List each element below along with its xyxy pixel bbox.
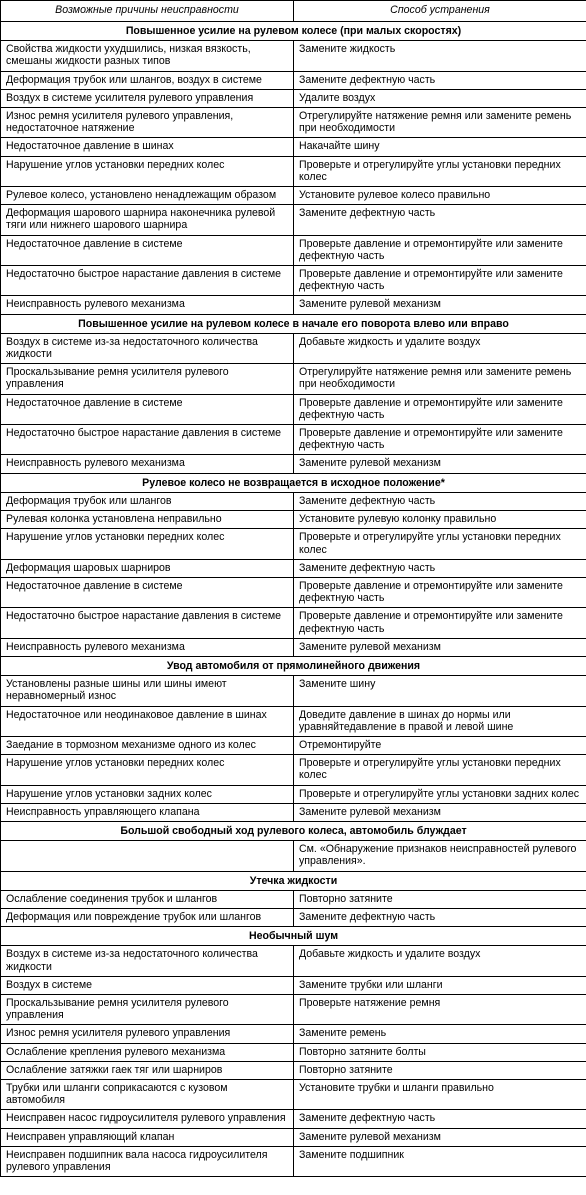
table-row (1, 296, 586, 314)
table-row (1, 785, 586, 803)
table-row (1, 1110, 586, 1128)
cause-cell: Рулевая колонка установлена неправильно (1, 511, 294, 529)
cause-cell: Ослабление затяжки гаек тяг или шарниров (1, 1061, 294, 1079)
remedy-cell: Проверьте давление и отремонтируйте или замените дефектную часть (294, 608, 586, 638)
cause-cell: Нарушение углов установки передних колес (1, 755, 294, 785)
table-row (1, 577, 586, 607)
section-header-row (1, 473, 586, 492)
remedy-cell: Проверьте натяжение ремня (294, 994, 586, 1024)
section-title: Повышенное усилие на рулевом колесе (при малых скоростях) (1, 22, 586, 41)
cause-cell: Неисправность управляющего клапана (1, 803, 294, 821)
section-title: Рулевое колесо не возвращается в исходное положение* (1, 473, 586, 492)
remedy-cell: Проверьте давление и отремонтируйте или замените дефектную часть (294, 394, 586, 424)
remedy-cell: Проверьте давление и отремонтируйте или замените дефектную часть (294, 235, 586, 265)
remedy-cell: Замените рулевой механизм (294, 638, 586, 656)
cause-cell: Воздух в системе (1, 976, 294, 994)
cause-cell: Неисправен насос гидроусилителя рулевого управления (1, 1110, 294, 1128)
table-body (1, 22, 586, 1177)
remedy-cell: Замените подшипник (294, 1146, 586, 1176)
cause-cell: Недостаточное давление в системе (1, 235, 294, 265)
table-row (1, 425, 586, 455)
table-row (1, 676, 586, 706)
remedy-cell: Добавьте жидкость и удалите воздух (294, 946, 586, 976)
table-row (1, 138, 586, 156)
table-row (1, 976, 586, 994)
section-header-row (1, 656, 586, 675)
cause-cell: Недостаточно быстрое нарастание давления в системе (1, 608, 294, 638)
remedy-cell: Повторно затяните (294, 1061, 586, 1079)
section-title: Большой свободный ход рулевого колеса, автомобиль блуждает (1, 821, 586, 840)
cause-cell: Свойства жидкости ухудшились, низкая вязкость, смешаны жидкости разных типов (1, 41, 294, 71)
cause-cell: Ослабление крепления рулевого механизма (1, 1043, 294, 1061)
remedy-cell: Установите рулевое колесо правильно (294, 187, 586, 205)
table-row (1, 1043, 586, 1061)
remedy-cell: Проверьте давление и отремонтируйте или замените дефектную часть (294, 266, 586, 296)
table-row (1, 559, 586, 577)
remedy-cell: Замените дефектную часть (294, 559, 586, 577)
cause-cell: Неисправность рулевого механизма (1, 638, 294, 656)
cause-cell: Износ ремня усилителя рулевого управления, недостаточное натяжение (1, 108, 294, 138)
cause-cell: Неисправность рулевого механизма (1, 455, 294, 473)
remedy-cell: Замените дефектную часть (294, 205, 586, 235)
cause-cell: Деформация трубок или шлангов, воздух в системе (1, 71, 294, 89)
table-row (1, 394, 586, 424)
remedy-cell: Проверьте давление и отремонтируйте или замените дефектную часть (294, 425, 586, 455)
remedy-cell: Удалите воздух (294, 89, 586, 107)
section-title: Увод автомобиля от прямолинейного движения (1, 656, 586, 675)
table-row (1, 803, 586, 821)
remedy-cell: Отрегулируйте натяжение ремня или замените ремень при необходимости (294, 364, 586, 394)
remedy-cell: Замените рулевой механизм (294, 296, 586, 314)
cause-cell: Недостаточное давление в системе (1, 577, 294, 607)
table-row (1, 266, 586, 296)
table-row (1, 608, 586, 638)
cause-cell: Нарушение углов установки передних колес (1, 529, 294, 559)
table-row (1, 890, 586, 908)
cause-cell: Рулевое колесо, установлено ненадлежащим образом (1, 187, 294, 205)
remedy-cell: Проверьте и отрегулируйте углы установки задних колес (294, 785, 586, 803)
remedy-cell: Проверьте и отрегулируйте углы установки передних колес (294, 755, 586, 785)
section-title: Необычный шум (1, 927, 586, 946)
table-row (1, 1128, 586, 1146)
table-row (1, 156, 586, 186)
table-row (1, 736, 586, 754)
section-header-row (1, 314, 586, 333)
table-row (1, 205, 586, 235)
table-row (1, 492, 586, 510)
cause-cell: Воздух в системе из-за недостаточного количества жидкости (1, 946, 294, 976)
cause-cell: Недостаточно быстрое нарастание давления в системе (1, 425, 294, 455)
remedy-cell: См. «Обнаружение признаков неисправностей рулевого управления». (294, 841, 586, 871)
cause-cell: Деформация трубок или шлангов (1, 492, 294, 510)
remedy-cell: Отремонтируйте (294, 736, 586, 754)
table-row (1, 706, 586, 736)
section-header-row (1, 927, 586, 946)
cause-cell: Недостаточное давление в системе (1, 394, 294, 424)
table-row (1, 994, 586, 1024)
remedy-cell: Замените шину (294, 676, 586, 706)
remedy-cell: Накачайте шину (294, 138, 586, 156)
cause-cell: Недостаточное или неодинаковое давление в шинах (1, 706, 294, 736)
cause-cell: Деформация шарового шарнира наконечника рулевой тяги или нижнего шарового шарнира (1, 205, 294, 235)
table-row (1, 1025, 586, 1043)
cause-cell: Трубки или шланги соприкасаются с кузовом автомобиля (1, 1080, 294, 1110)
table-row (1, 1146, 586, 1176)
table-row (1, 235, 586, 265)
remedy-cell: Повторно затяните болты (294, 1043, 586, 1061)
remedy-cell: Замените ремень (294, 1025, 586, 1043)
cause-cell: Недостаточное давление в шинах (1, 138, 294, 156)
table-row (1, 187, 586, 205)
cause-cell: Воздух в системе усилителя рулевого управления (1, 89, 294, 107)
remedy-cell: Замените трубки или шланги (294, 976, 586, 994)
cause-cell: Воздух в системе из-за недостаточного количества жидкости (1, 333, 294, 363)
remedy-cell: Замените жидкость (294, 41, 586, 71)
section-title: Повышенное усилие на рулевом колесе в начале его поворота влево или вправо (1, 314, 586, 333)
table-row (1, 638, 586, 656)
remedy-cell: Отрегулируйте натяжение ремня или замените ремень при необходимости (294, 108, 586, 138)
cause-cell: Неисправность рулевого механизма (1, 296, 294, 314)
section-header-row (1, 22, 586, 41)
table-row (1, 71, 586, 89)
section-header-row (1, 821, 586, 840)
remedy-cell: Замените рулевой механизм (294, 1128, 586, 1146)
cause-cell: Неисправен управляющий клапан (1, 1128, 294, 1146)
table-row (1, 364, 586, 394)
remedy-cell: Замените дефектную часть (294, 1110, 586, 1128)
remedy-cell: Замените рулевой механизм (294, 803, 586, 821)
cause-cell: Проскальзывание ремня усилителя рулевого управления (1, 364, 294, 394)
cause-cell: Нарушение углов установки передних колес (1, 156, 294, 186)
section-header-row (1, 871, 586, 890)
remedy-cell: Замените рулевой механизм (294, 455, 586, 473)
remedy-cell: Проверьте и отрегулируйте углы установки передних колес (294, 156, 586, 186)
cause-cell: Износ ремня усилителя рулевого управления (1, 1025, 294, 1043)
header-causes: Возможные причины неисправности (1, 1, 294, 22)
table-row (1, 89, 586, 107)
remedy-cell: Повторно затяните (294, 890, 586, 908)
table-row (1, 841, 586, 871)
cause-cell: Ослабление соединения трубок и шлангов (1, 890, 294, 908)
remedy-cell: Замените дефектную часть (294, 908, 586, 926)
table-row (1, 908, 586, 926)
cause-cell: Проскальзывание ремня усилителя рулевого управления (1, 994, 294, 1024)
table-row (1, 108, 586, 138)
table-row (1, 755, 586, 785)
table-row (1, 41, 586, 71)
header-remedy: Способ устранения (294, 1, 586, 22)
cause-cell: Заедание в тормозном механизме одного из колес (1, 736, 294, 754)
table-row (1, 333, 586, 363)
remedy-cell: Замените дефектную часть (294, 71, 586, 89)
table-row (1, 1080, 586, 1110)
table-row (1, 946, 586, 976)
cause-cell: Деформация или повреждение трубок или шлангов (1, 908, 294, 926)
cause-cell: Деформация шаровых шарниров (1, 559, 294, 577)
cause-cell: Установлены разные шины или шины имеют неравномерный износ (1, 676, 294, 706)
remedy-cell: Замените дефектную часть (294, 492, 586, 510)
table-row (1, 529, 586, 559)
cause-cell: Нарушение углов установки задних колес (1, 785, 294, 803)
cause-cell: Недостаточно быстрое нарастание давления в системе (1, 266, 294, 296)
cause-cell: Неисправен подшипник вала насоса гидроусилителя рулевого управления (1, 1146, 294, 1176)
header-row (1, 1, 586, 22)
remedy-cell: Установите рулевую колонку правильно (294, 511, 586, 529)
remedy-cell: Проверьте и отрегулируйте углы установки передних колес (294, 529, 586, 559)
remedy-cell: Доведите давление в шинах до нормы или уравняйтедавление в правой и левой шине (294, 706, 586, 736)
remedy-cell: Добавьте жидкость и удалите воздух (294, 333, 586, 363)
section-title: Утечка жидкости (1, 871, 586, 890)
cause-cell (1, 841, 294, 871)
table-row (1, 1061, 586, 1079)
remedy-cell: Установите трубки и шланги правильно (294, 1080, 586, 1110)
table-row (1, 455, 586, 473)
remedy-cell: Проверьте давление и отремонтируйте или замените дефектную часть (294, 577, 586, 607)
table-row (1, 511, 586, 529)
